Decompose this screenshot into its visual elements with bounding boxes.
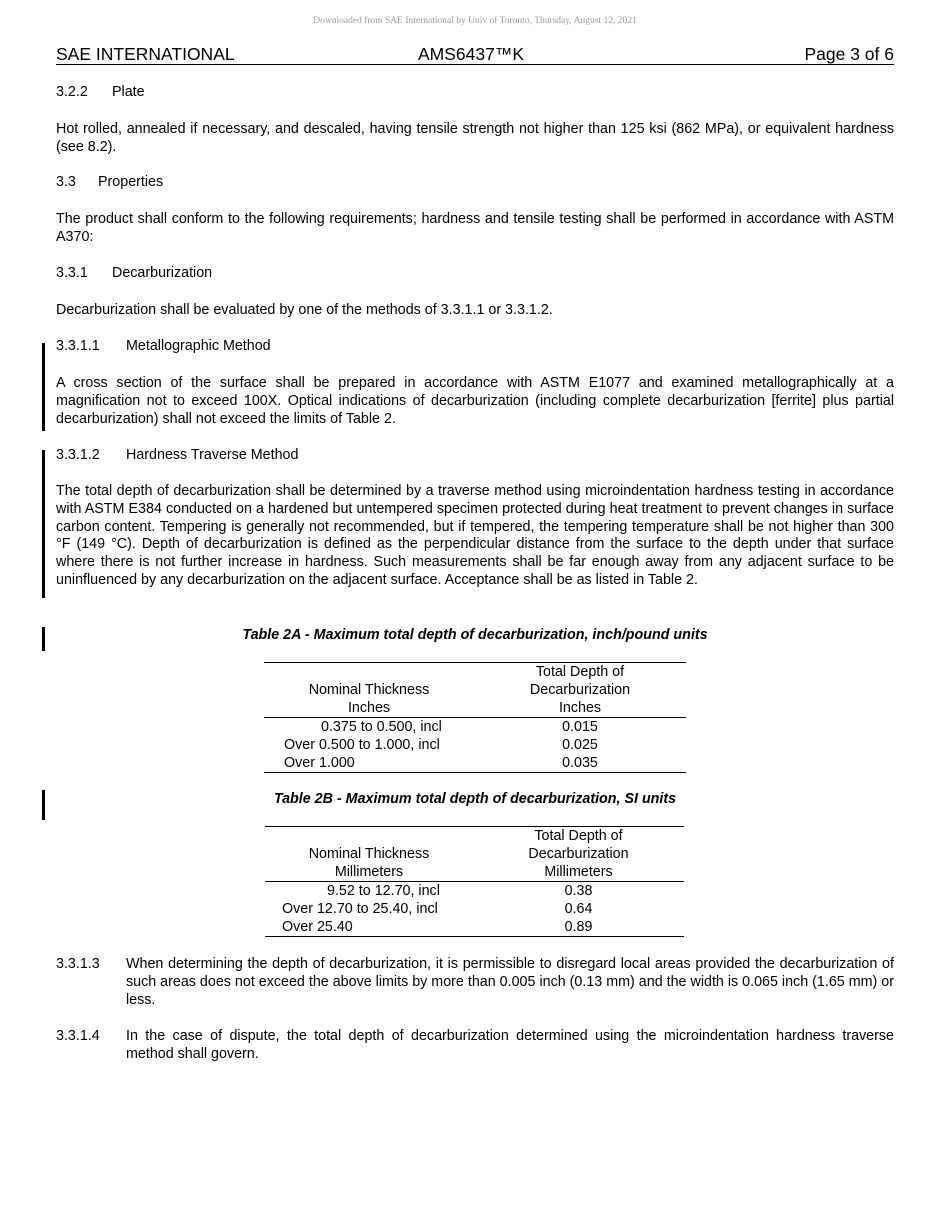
- header-cell: Millimeters: [473, 863, 684, 882]
- heading-3-3-1-1: [56, 338, 894, 356]
- revision-bar: [42, 450, 45, 598]
- table-row: [265, 882, 684, 901]
- section-title: Decarburization: [112, 265, 213, 281]
- header-cell: Inches: [264, 699, 474, 718]
- table-2a-caption: Table 2A - Maximum total depth of decarburization, inch/pound units: [242, 627, 708, 643]
- thickness-cell: Over 1.000: [264, 754, 474, 773]
- table-row: [264, 754, 686, 773]
- table-row: [265, 900, 684, 918]
- header-cell: [264, 663, 474, 682]
- heading-3-3-1-2: [56, 447, 894, 465]
- section-number: 3.3.1.1: [56, 338, 100, 354]
- table-header-row: [265, 827, 684, 846]
- paragraph-3-3-1: Decarburization shall be evaluated by one of the methods of 3.3.1.1 or 3.3.1.2.: [56, 302, 553, 318]
- header-document-number: AMS6437™K: [418, 44, 525, 64]
- section-title: Properties: [98, 174, 164, 190]
- paragraph-text: When determining the depth of decarburization, it is permissible to disregard local areas provided the decarburization of such areas does not exceed the above limits by more than 0.005 inch (0.13 mm) and the width is 0.065 inch (1.65 mm) or less.: [126, 956, 894, 1008]
- header-cell: Decarburization: [528, 846, 629, 862]
- depth-cell: 0.64: [564, 901, 593, 917]
- table-2a: [264, 662, 686, 773]
- section-number: 3.3.1.2: [56, 447, 100, 463]
- thickness-cell: Over 0.500 to 1.000, incl: [284, 737, 440, 753]
- thickness-cell: Over 12.70 to 25.40, incl: [282, 901, 438, 917]
- table-row: [265, 918, 684, 937]
- table-row: [264, 718, 686, 737]
- depth-cell: 0.035: [474, 754, 686, 773]
- depth-cell: 0.025: [562, 737, 598, 753]
- section-title: Plate: [112, 84, 145, 100]
- section-number: 3.3.1: [56, 265, 88, 281]
- table-header-row: [265, 845, 684, 863]
- paragraph-3-3-1-2: The total depth of decarburization shall be determined by a traverse method using microindentation hardness testing in accordance with ASTM E384 conducted on a hardened but untempered specimen protected during heat treatment to prevent changes in surface carbon content. Tempering is generally not recommended, but if tempered, the tempering temperature shall be not higher than 300 °F (149 °C). Depth of decarburization is defined as the perpendicular distance from the surface to the depth under that surface where there is not further increase in hardness. Such measurements shall be far enough away from any adjacent surface to be uninfluenced by any decarburization on the adjacent surface. Acceptance shall be as listed in Table 2.: [56, 483, 894, 588]
- header-cell: [265, 827, 473, 846]
- table-row: [264, 736, 686, 754]
- depth-cell: 0.38: [564, 883, 593, 899]
- paragraph-3-3: The product shall conform to the following requirements; hardness and tensile testing shall be performed in accordance with ASTM A370:: [56, 211, 894, 245]
- section-number: 3.3: [56, 174, 76, 190]
- revision-bar: [42, 343, 45, 431]
- heading-3-2-2: [56, 84, 894, 102]
- thickness-cell: 0.375 to 0.500, incl: [321, 719, 442, 735]
- heading-3-3-1: [56, 265, 894, 283]
- table-2b: [265, 826, 684, 937]
- heading-3-3: [56, 174, 894, 192]
- header-cell: Inches: [474, 699, 686, 718]
- thickness-cell: Over 25.40: [265, 918, 473, 937]
- section-title: Hardness Traverse Method: [126, 447, 299, 463]
- thickness-cell: 9.52 to 12.70, incl: [327, 883, 440, 899]
- header-cell: Total Depth of: [473, 827, 684, 846]
- depth-cell: 0.89: [473, 918, 684, 937]
- table-header-row: [265, 863, 684, 882]
- page-header: [56, 44, 894, 65]
- table-2b-caption: Table 2B - Maximum total depth of decarburization, SI units: [273, 791, 677, 807]
- header-organization: SAE INTERNATIONAL: [56, 44, 235, 64]
- header-page-number: Page 3 of 6: [804, 44, 894, 64]
- section-number: 3.3.1.3: [56, 956, 100, 972]
- section-number: 3.2.2: [56, 84, 88, 100]
- paragraph-text: In the case of dispute, the total depth of decarburization determined using the microindentation hardness traverse method shall govern.: [126, 1028, 894, 1062]
- header-cell: Nominal Thickness: [308, 846, 430, 862]
- table-header-row: [264, 681, 686, 699]
- section-number: 3.3.1.4: [56, 1028, 100, 1044]
- header-cell: Total Depth of: [474, 663, 686, 682]
- depth-cell: 0.015: [562, 719, 598, 735]
- header-cell: Nominal Thickness: [308, 682, 430, 698]
- header-cell: Millimeters: [265, 863, 473, 882]
- table-header-row: [264, 663, 686, 682]
- paragraph-3-3-1-3: [56, 956, 894, 1009]
- table-header-row: [264, 699, 686, 718]
- paragraph-3-2-2: Hot rolled, annealed if necessary, and descaled, having tensile strength not higher than 125 ksi (862 MPa), or equivalent hardness (see 8.2).: [56, 121, 894, 155]
- header-cell: Decarburization: [529, 682, 631, 698]
- section-title: Metallographic Method: [126, 338, 271, 354]
- paragraph-3-3-1-1: A cross section of the surface shall be prepared in accordance with ASTM E1077 and examined metallographically at a magnification not to exceed 100X. Optical indications of decarburization (including complete decarburization [ferrite] plus partial decarburization) shall not exceed the limits of Table 2.: [56, 375, 894, 427]
- paragraph-3-3-1-4: [56, 1028, 894, 1064]
- download-watermark: Downloaded from SAE International by Univ of Toronto, Thursday, August 12, 2021: [313, 16, 637, 26]
